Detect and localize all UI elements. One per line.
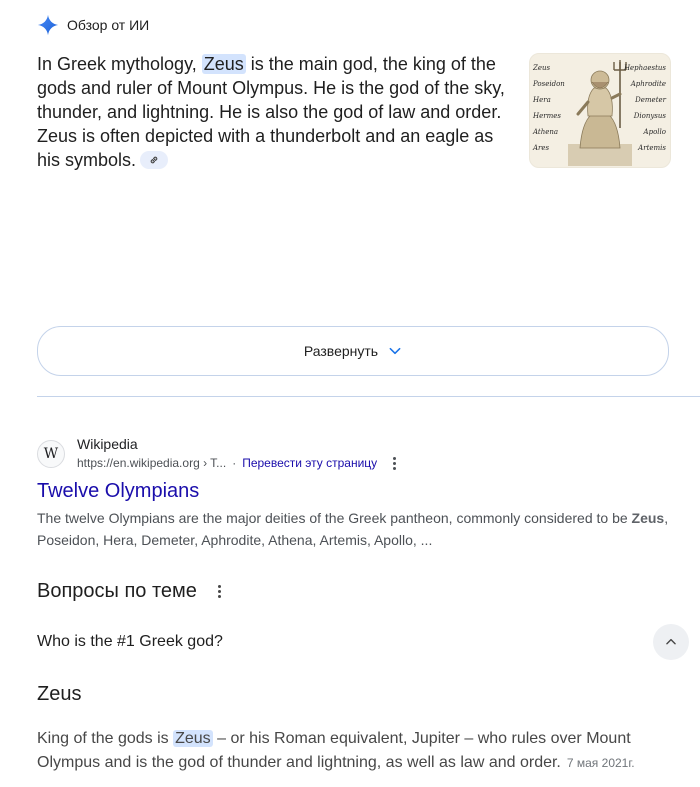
ai-text-part: is the main god, the king of the gods and ruler of Mount Olympus. He is the god of the sky, thunder, and lightning. He is also the god of law and order. Zeus is often depicted with a thunderbolt and an eagle as his symbols. [37,54,505,170]
result-title-link[interactable]: Twelve Olympians [37,480,200,502]
result-source[interactable] [37,436,403,472]
answer-part: – or his Roman equivalent, Jupiter – who rules over Mount Olympus and is the god of thunder and lightning, as well as law and order. [37,730,631,771]
wikipedia-favicon-icon: W [37,440,65,468]
url-line [77,454,403,472]
gemini-sparkle-icon [37,14,59,36]
result-url[interactable]: https://en.wikipedia.org › T... [77,456,227,470]
collapse-question-button[interactable] [653,624,689,660]
section-divider [37,396,700,397]
snippet-part: The twelve Olympians are the major deities of the Greek pantheon, commonly considered to be [37,510,632,526]
snippet-bold-term: Zeus [631,510,665,526]
thumb-name: Dionysus [633,112,666,120]
thumb-name: Aphrodite [630,80,666,88]
related-question[interactable]: Who is the #1 Greek god? [37,633,223,650]
related-questions-header [37,580,229,603]
source-lines [77,436,403,472]
highlighted-term: Zeus [175,730,211,747]
link-icon [148,154,160,166]
translate-page-link[interactable]: Перевести эту страницу [242,456,378,470]
ai-overview-text [37,52,519,172]
related-questions-title: Вопросы по теме [37,580,197,602]
thumb-name: Poseidon [533,80,565,88]
related-more-options-icon[interactable] [211,583,229,601]
expand-button[interactable] [37,326,669,376]
expand-label: Развернуть [303,343,379,359]
thumb-name: Apollo [643,128,666,136]
thumb-name: Artemis [638,144,666,152]
answer-date: 7 мая 2021г. [566,756,635,770]
chevron-down-icon [388,344,402,358]
highlighted-term: Zeus [203,54,244,74]
url-separator: · [232,456,237,470]
answer-heading: Zeus [37,683,82,705]
olympians-thumbnail[interactable] [529,53,671,168]
ai-overview-header [37,14,149,36]
more-options-icon[interactable] [385,454,403,472]
answer-text [37,727,677,775]
source-link-chip[interactable] [140,151,168,169]
thumbnail-names-right [624,60,666,156]
thumb-name: Zeus [533,64,551,72]
site-name[interactable]: Wikipedia [77,436,138,452]
thumb-name: Demeter [635,96,666,104]
answer-part: King of the gods is [37,730,174,747]
snippet-part: , Poseidon, Hera, Demeter, Aphrodite, Athena, Artemis, Apollo, ... [37,510,669,548]
chevron-up-icon [664,635,678,649]
thumb-name: Hephaestus [623,64,666,72]
thumb-name: Hermes [533,112,561,120]
thumb-name: Hera [533,96,551,104]
thumb-name: Athena [533,128,559,136]
thumb-name: Ares [533,144,550,152]
result-snippet [37,507,677,551]
ai-text-part: In Greek mythology, [37,54,202,74]
ai-overview-title: Обзор от ИИ [67,17,150,33]
